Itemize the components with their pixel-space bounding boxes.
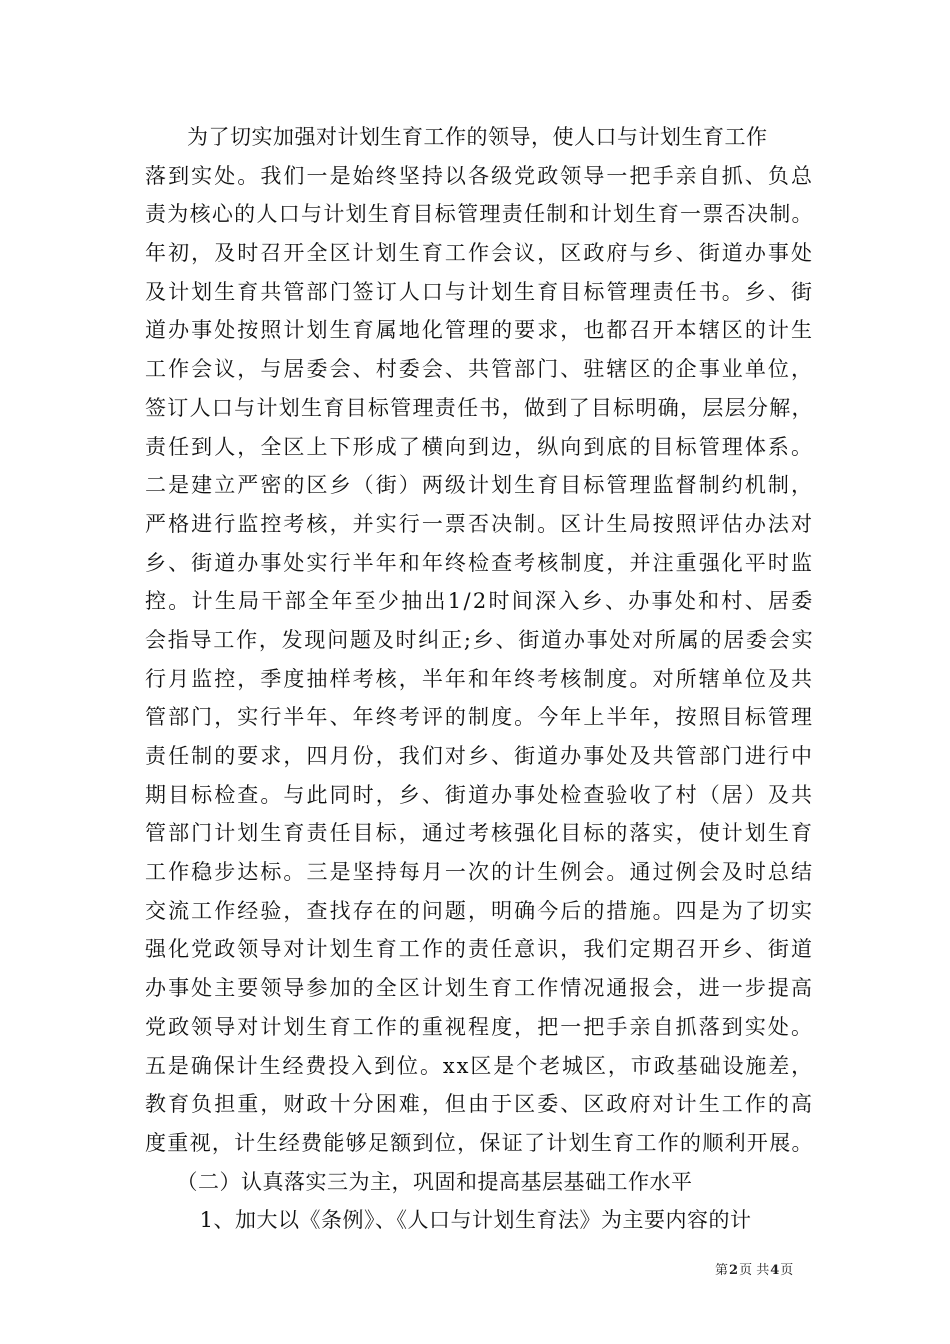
text-line: 办事处主要领导参加的全区计划生育工作情况通报会，进一步提高 [145,976,815,1001]
text-line: 会指导工作，发现问题及时纠正;乡、街道办事处对所属的居委会实 [145,627,815,652]
text-line: 期目标检查。与此同时，乡、街道办事处检查验收了村（居）及共 [145,782,815,807]
footer-middle: 页 共 [739,1263,770,1278]
text-line: 交流工作经验，查找存在的问题，明确今后的措施。四是为了切实 [145,898,815,923]
text-line: 控。计生局干部全年至少抽出1/2时间深入乡、办事处和村、居委 [145,589,815,614]
text-line: 签订人口与计划生育目标管理责任书，做到了目标明确，层层分解， [145,395,814,420]
text-line: 五是确保计生经费投入到位。xx区是个老城区，市政基础设施差， [145,1053,815,1078]
text-line: 及计划生育共管部门签订人口与计划生育目标管理责任书。乡、街 [145,279,815,304]
text-line: 度重视，计生经费能够足额到位，保证了计划生育工作的顺利开展。 [145,1130,814,1155]
text-line: 严格进行监控考核，并实行一票否决制。区计生局按照评估办法对 [145,511,815,536]
text-line: 党政领导对计划生育工作的重视程度，把一把手亲自抓落到实处。 [145,1014,815,1039]
body-text [145,118,815,1240]
text-line: 落到实处。我们一是始终坚持以各级党政领导一把手亲自抓、负总 [145,163,815,188]
text-line: 教育负担重，财政十分困难，但由于区委、区政府对计生工作的高 [145,1092,815,1117]
text-line: 道办事处按照计划生育属地化管理的要求，也都召开本辖区的计生 [145,318,815,343]
text-line: 责为核心的人口与计划生育目标管理责任制和计划生育一票否决制。 [145,202,814,227]
footer-prefix: 第 [715,1263,729,1278]
text-line: 责任制的要求，四月份，我们对乡、街道办事处及共管部门进行中 [145,744,815,768]
text-line: 管部门，实行半年、年终考评的制度。今年上半年，按照目标管理 [145,705,815,730]
text-line: 年初，及时召开全区计划生育工作会议，区政府与乡、街道办事处 [145,241,815,266]
text-line: 为了切实加强对计划生育工作的领导，使人口与计划生育工作 [187,125,768,149]
total-page-number: 4 [770,1263,780,1278]
text-line: 工作会议，与居委会、村委会、共管部门、驻辖区的企事业单位， [145,357,815,382]
text-line: （二）认真落实三为主，巩固和提高基层基础工作水平 [176,1169,693,1194]
text-line: 二是建立严密的区乡（街）两级计划生育目标管理监督制约机制， [145,473,815,498]
text-line: 责任到人，全区上下形成了横向到边，纵向到底的目标管理体系。 [145,434,815,459]
footer-suffix: 页 [780,1263,794,1278]
text-line: 强化党政领导对计划生育工作的责任意识，我们定期召开乡、街道 [145,937,815,962]
page-footer [715,1262,793,1280]
current-page-number: 2 [729,1263,739,1278]
text-line: 乡、街道办事处实行半年和年终检查考核制度，并注重强化平时监 [145,550,815,575]
text-line: 1、加大以《条例》、《人口与计划生育法》为主要内容的计 [199,1208,752,1233]
text-line: 管部门计划生育责任目标，通过考核强化目标的落实，使计划生育 [145,821,815,846]
text-line: 行月监控，季度抽样考核，半年和年终考核制度。对所辖单位及共 [145,666,815,691]
text-line: 工作稳步达标。三是坚持每月一次的计生例会。通过例会及时总结 [145,860,815,885]
